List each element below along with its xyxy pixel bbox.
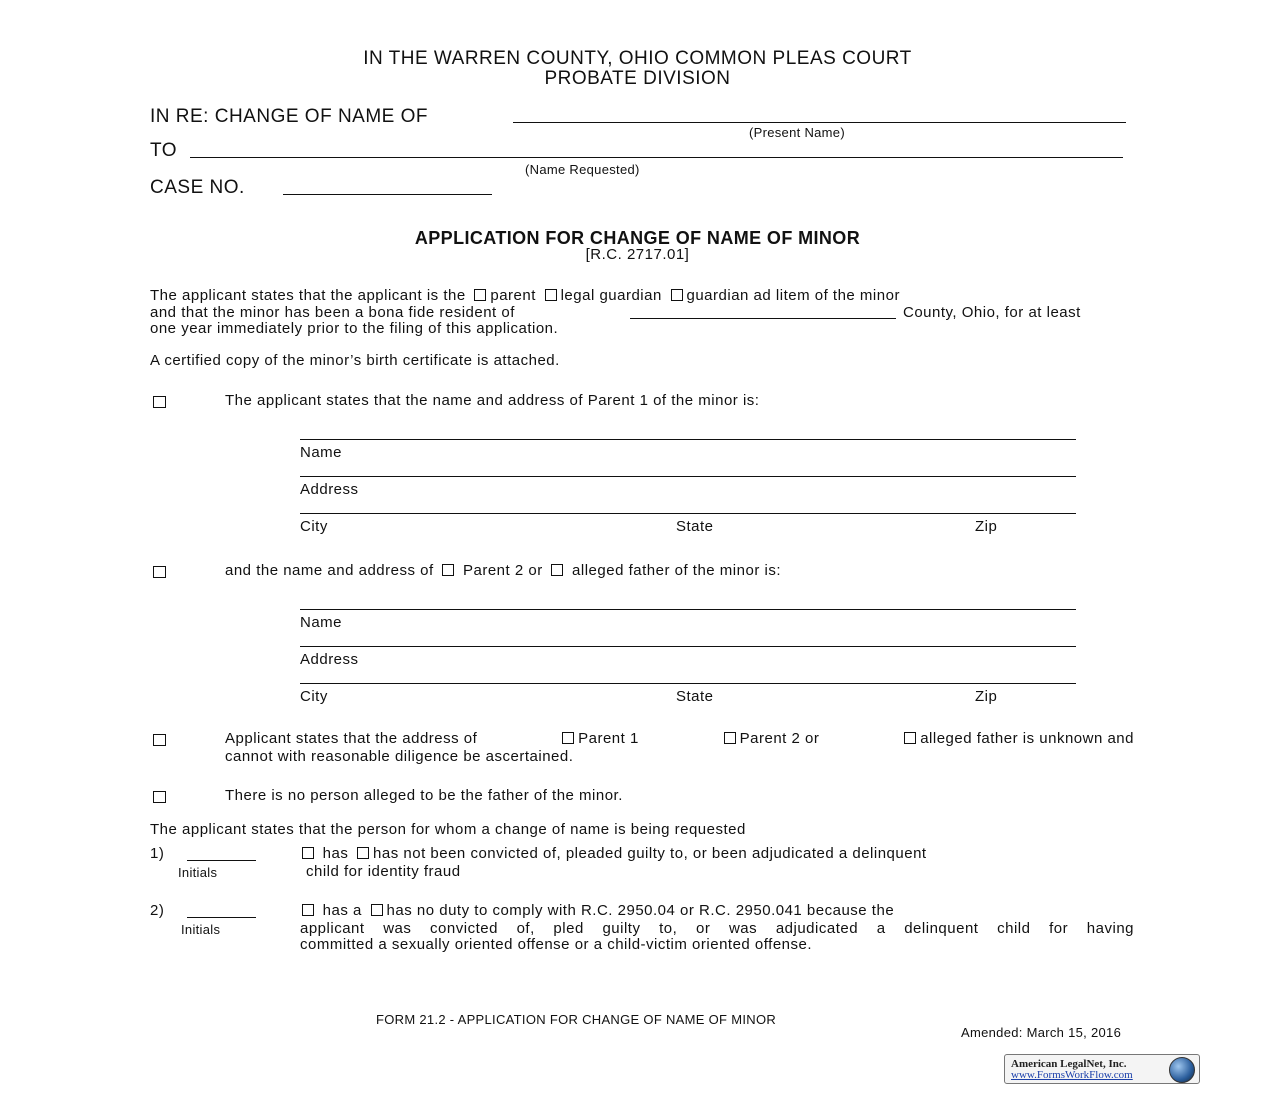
item2-has-no-checkbox[interactable]	[371, 904, 383, 916]
parent2-address-field[interactable]	[300, 646, 1076, 647]
case-no-field[interactable]	[283, 194, 492, 195]
requested-name-field[interactable]	[190, 157, 1123, 158]
item1-has-not-checkbox[interactable]	[357, 847, 369, 859]
intro-text: The applicant states that the applicant is the parent legal guardian guardian ad litem of the minor	[150, 287, 900, 304]
item2-text-3: committed a sexually oriented offense or a child-victim oriented offense.	[300, 936, 813, 953]
parent2-statement: and the name and address of Parent 2 or alleged father of the minor is:	[225, 562, 781, 579]
item2-initials-label: Initials	[181, 922, 221, 937]
unknown-parent1-checkbox[interactable]	[562, 732, 574, 744]
american-legalnet-logo[interactable]	[1004, 1054, 1200, 1084]
item1-number: 1)	[150, 845, 165, 862]
parent1-state-label: State	[676, 518, 714, 535]
item2-text: has a has no duty to comply with R.C. 2950.04 or R.C. 2950.041 because the	[298, 902, 894, 919]
guardian-ad-litem-checkbox[interactable]	[671, 289, 683, 301]
parent1-address-field[interactable]	[300, 476, 1076, 477]
present-name-field[interactable]	[513, 122, 1126, 123]
logo-url-link[interactable]: www.FormsWorkFlow.com	[1011, 1069, 1133, 1081]
intro-text-4: one year immediately prior to the filing of this application.	[150, 320, 559, 337]
parent2-city-label: City	[300, 688, 328, 705]
parent1-name-field[interactable]	[300, 439, 1076, 440]
parent2-name-label: Name	[300, 614, 343, 631]
item2-text-2: applicant was convicted of, pled guilty to, or was adjudicated a delinquent child for having	[300, 920, 1134, 937]
amended-date: Amended: March 15, 2016	[961, 1025, 1122, 1040]
parent1-zip-label: Zip	[975, 518, 998, 535]
parent2-zip-label: Zip	[975, 688, 998, 705]
case-no-label: CASE NO.	[150, 177, 245, 198]
no-father-statement: There is no person alleged to be the father of the minor.	[225, 787, 623, 804]
unknown-address-statement-2: cannot with reasonable diligence be ascertained.	[225, 748, 574, 765]
name-requested-caption: (Name Requested)	[525, 162, 640, 177]
item1-text: has has not been convicted of, pleaded guilty to, or been adjudicated a delinquent	[298, 845, 927, 862]
alleged-father-checkbox[interactable]	[551, 564, 563, 576]
parent2-section-checkbox[interactable]	[153, 566, 166, 578]
item1-has-checkbox[interactable]	[302, 847, 314, 859]
unknown-address-checkbox[interactable]	[153, 734, 166, 746]
statute-citation: [R.C. 2717.01]	[585, 246, 690, 263]
unknown-parent2-checkbox[interactable]	[724, 732, 736, 744]
item1-initials-field[interactable]	[187, 860, 256, 861]
court-name: IN THE WARREN COUNTY, OHIO COMMON PLEAS COURT	[363, 48, 912, 69]
item2-initials-field[interactable]	[187, 917, 256, 918]
court-division: PROBATE DIVISION	[544, 68, 731, 89]
parent1-address-label: Address	[300, 481, 359, 498]
unknown-address-statement: Applicant states that the address of Parent 1 Parent 2 or alleged father is unknown and	[225, 730, 1134, 747]
unknown-alleged-father-checkbox[interactable]	[904, 732, 916, 744]
parent2-name-field[interactable]	[300, 609, 1076, 610]
item1-initials-label: Initials	[178, 865, 218, 880]
parent1-checkbox[interactable]	[153, 396, 166, 408]
in-re-label: IN RE: CHANGE OF NAME OF	[150, 106, 429, 127]
parent1-city-state-zip-field[interactable]	[300, 513, 1076, 514]
parent-checkbox[interactable]	[474, 289, 486, 301]
parent1-city-label: City	[300, 518, 328, 535]
parent2-state-label: State	[676, 688, 714, 705]
logo-name: American LegalNet, Inc.	[1011, 1058, 1127, 1070]
present-name-caption: (Present Name)	[749, 125, 845, 140]
no-father-checkbox[interactable]	[153, 791, 166, 803]
parent2-city-state-zip-field[interactable]	[300, 683, 1076, 684]
item2-number: 2)	[150, 902, 165, 919]
parent1-statement: The applicant states that the name and address of Parent 1 of the minor is:	[225, 392, 760, 409]
intro-text-2: and that the minor has been a bona fide resident of	[150, 304, 515, 321]
item1-text-2: child for identity fraud	[306, 863, 461, 880]
intro-text-3: County, Ohio, for at least	[903, 304, 1081, 321]
parent2-checkbox[interactable]	[442, 564, 454, 576]
parent1-name-label: Name	[300, 444, 343, 461]
conviction-statement: The applicant states that the person for whom a change of name is being requested	[150, 821, 746, 838]
to-label: TO	[150, 140, 178, 161]
item2-has-checkbox[interactable]	[302, 904, 314, 916]
birth-certificate-note: A certified copy of the minor’s birth certificate is attached.	[150, 352, 560, 369]
form-title: APPLICATION FOR CHANGE OF NAME OF MINOR	[414, 228, 861, 248]
residence-county-field[interactable]	[630, 318, 896, 319]
legal-guardian-checkbox[interactable]	[545, 289, 557, 301]
form-footer: FORM 21.2 - APPLICATION FOR CHANGE OF NAME OF MINOR	[376, 1012, 777, 1027]
globe-icon	[1169, 1057, 1195, 1083]
parent2-address-label: Address	[300, 651, 359, 668]
